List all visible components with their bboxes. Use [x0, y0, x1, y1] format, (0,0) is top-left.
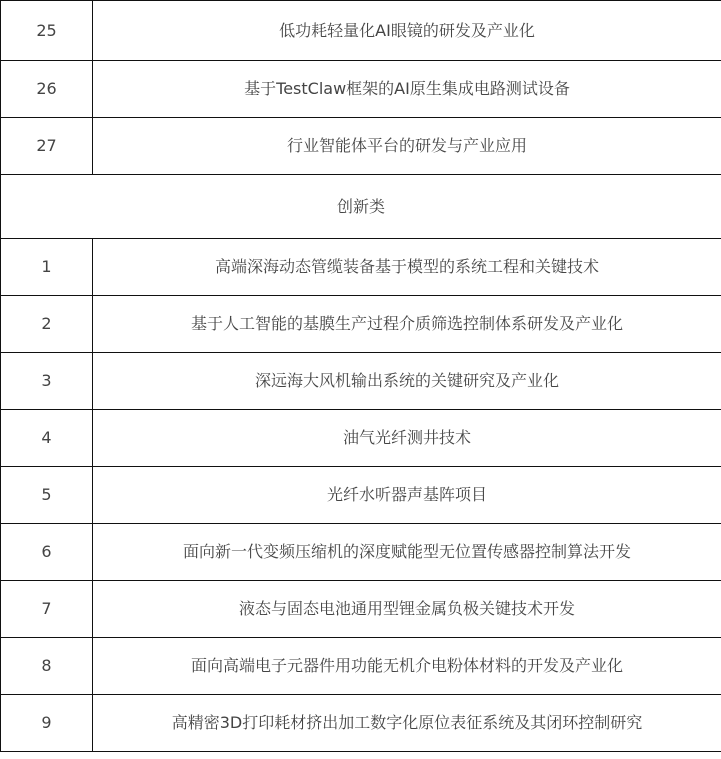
table-row — [1, 410, 721, 467]
table-row — [1, 581, 721, 638]
project-name: 行业智能体平台的研发与产业应用 — [93, 118, 721, 175]
project-name: 高精密3D打印耗材挤出加工数字化原位表征系统及其闭环控制研究 — [93, 695, 721, 752]
table-row — [1, 524, 721, 581]
row-number: 1 — [1, 239, 93, 296]
project-name: 液态与固态电池通用型锂金属负极关键技术开发 — [93, 581, 721, 638]
project-name: 低功耗轻量化AI眼镜的研发及产业化 — [93, 1, 721, 61]
project-name: 面向新一代变频压缩机的深度赋能型无位置传感器控制算法开发 — [93, 524, 721, 581]
project-name: 基于人工智能的基膜生产过程介质筛选控制体系研发及产业化 — [93, 296, 721, 353]
row-number: 6 — [1, 524, 93, 581]
row-number: 27 — [1, 118, 93, 175]
table-row — [1, 296, 721, 353]
table-row — [1, 353, 721, 410]
row-number: 4 — [1, 410, 93, 467]
project-name: 面向高端电子元器件用功能无机介电粉体材料的开发及产业化 — [93, 638, 721, 695]
project-name: 油气光纤测井技术 — [93, 410, 721, 467]
row-number: 8 — [1, 638, 93, 695]
row-number: 3 — [1, 353, 93, 410]
table-row — [1, 638, 721, 695]
table-row — [1, 467, 721, 524]
project-name: 深远海大风机输出系统的关键研究及产业化 — [93, 353, 721, 410]
project-name: 基于TestClaw框架的AI原生集成电路测试设备 — [93, 61, 721, 118]
row-number: 2 — [1, 296, 93, 353]
row-number: 5 — [1, 467, 93, 524]
section-header-row — [1, 175, 721, 239]
row-number: 26 — [1, 61, 93, 118]
row-number: 7 — [1, 581, 93, 638]
row-number: 25 — [1, 1, 93, 61]
row-number: 9 — [1, 695, 93, 752]
project-name: 光纤水听器声基阵项目 — [93, 467, 721, 524]
table-row — [1, 239, 721, 296]
table-row — [1, 1, 721, 61]
table-row — [1, 61, 721, 118]
project-name: 高端深海动态管缆装备基于模型的系统工程和关键技术 — [93, 239, 721, 296]
table-row — [1, 695, 721, 752]
table-row — [1, 118, 721, 175]
section-title: 创新类 — [1, 175, 721, 239]
